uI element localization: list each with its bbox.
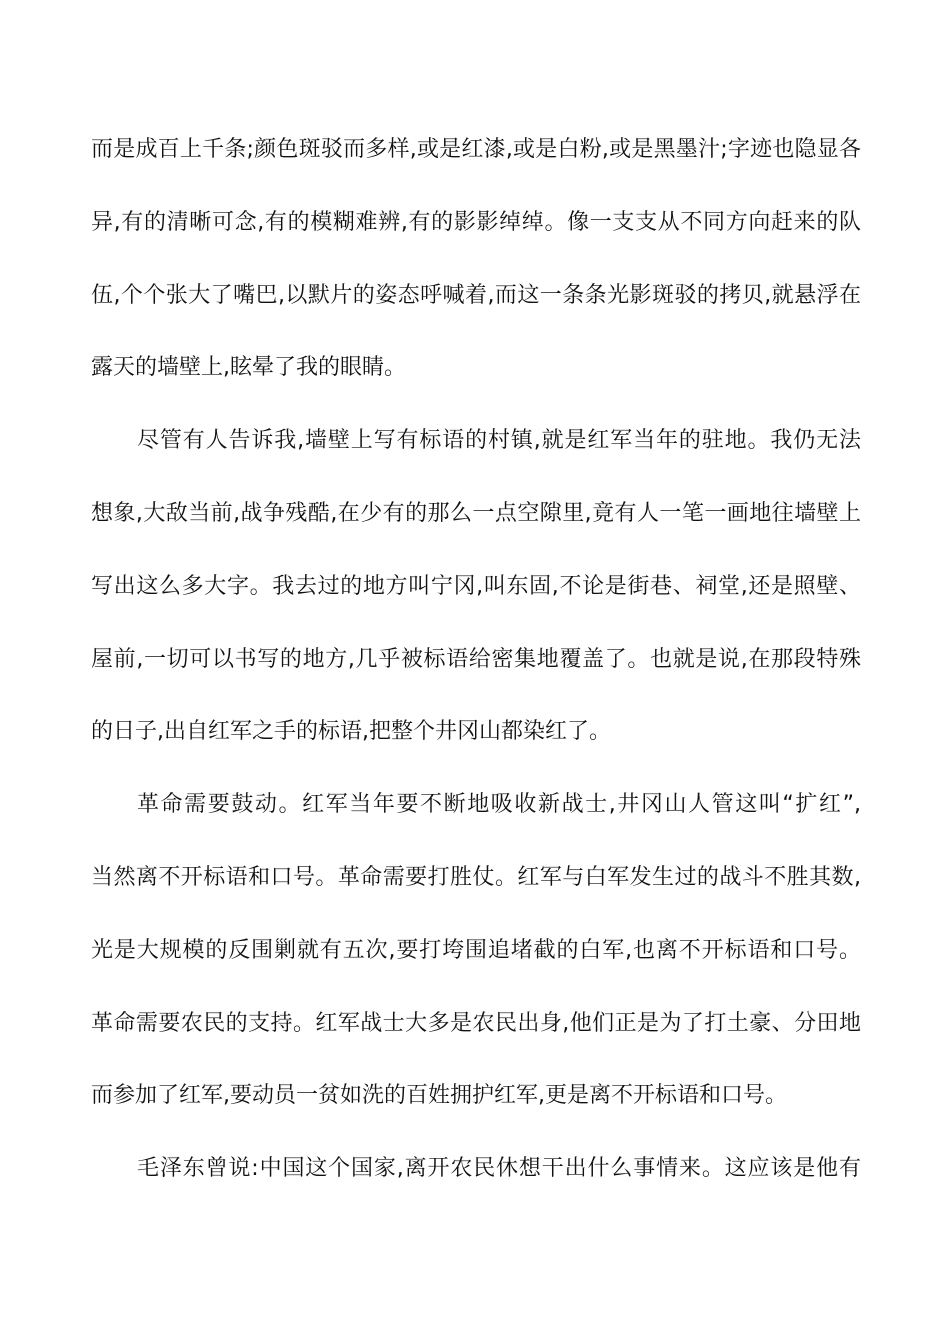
paragraph-first-line: 毛泽东曾说:中国这个国家,离开农民休想干出什么事情来。这应该是他有 <box>137 1156 861 1182</box>
text-line: 而是成百上千条;颜色斑驳而多样,或是红漆,或是白粉,或是黑墨汁;字迹也隐显各 <box>91 137 861 162</box>
text-line: 的日子,出自红军之手的标语,把整个井冈山都染红了。 <box>91 719 611 745</box>
text-line: 想象,大敌当前,战争残酷,在少有的那么一点空隙里,竟有人一笔一画地往墙壁上 <box>91 500 861 526</box>
text-line: 异,有的清晰可念,有的模糊难辨,有的影影绰绰。像一支支从不同方向赶来的队 <box>91 209 861 235</box>
text-line: 露天的墙壁上,眩晕了我的眼睛。 <box>91 355 406 381</box>
text-line: 革命需要农民的支持。红军战士大多是农民出身,他们正是为了打土豪、分田地 <box>91 1010 861 1036</box>
body-text <box>91 128 861 1220</box>
text-line: 而参加了红军,要动员一贫如洗的百姓拥护红军,更是离不开标语和口号。 <box>91 1083 787 1109</box>
text-line: 光是大规模的反围剿就有五次,要打垮围追堵截的白军,也离不开标语和口号。 <box>91 937 861 963</box>
text-line: 屋前,一切可以书写的地方,几乎被标语给密集地覆盖了。也就是说,在那段特殊 <box>91 646 861 672</box>
text-line: 写出这么多大字。我去过的地方叫宁冈,叫东固,不论是街巷、祠堂,还是照壁、 <box>91 573 861 599</box>
text-line: 当然离不开标语和口号。革命需要打胜仗。红军与白军发生过的战斗不胜其数, <box>91 864 861 890</box>
paragraph-first-line: 尽管有人告诉我,墙壁上写有标语的村镇,就是红军当年的驻地。我仍无法 <box>137 428 861 454</box>
paragraph-first-line: 革命需要鼓动。红军当年要不断地吸收新战士,井冈山人管这叫“扩红”, <box>137 792 861 818</box>
text-line: 伍,个个张大了嘴巴,以默片的姿态呼喊着,而这一条条光影斑驳的拷贝,就悬浮在 <box>91 282 861 308</box>
